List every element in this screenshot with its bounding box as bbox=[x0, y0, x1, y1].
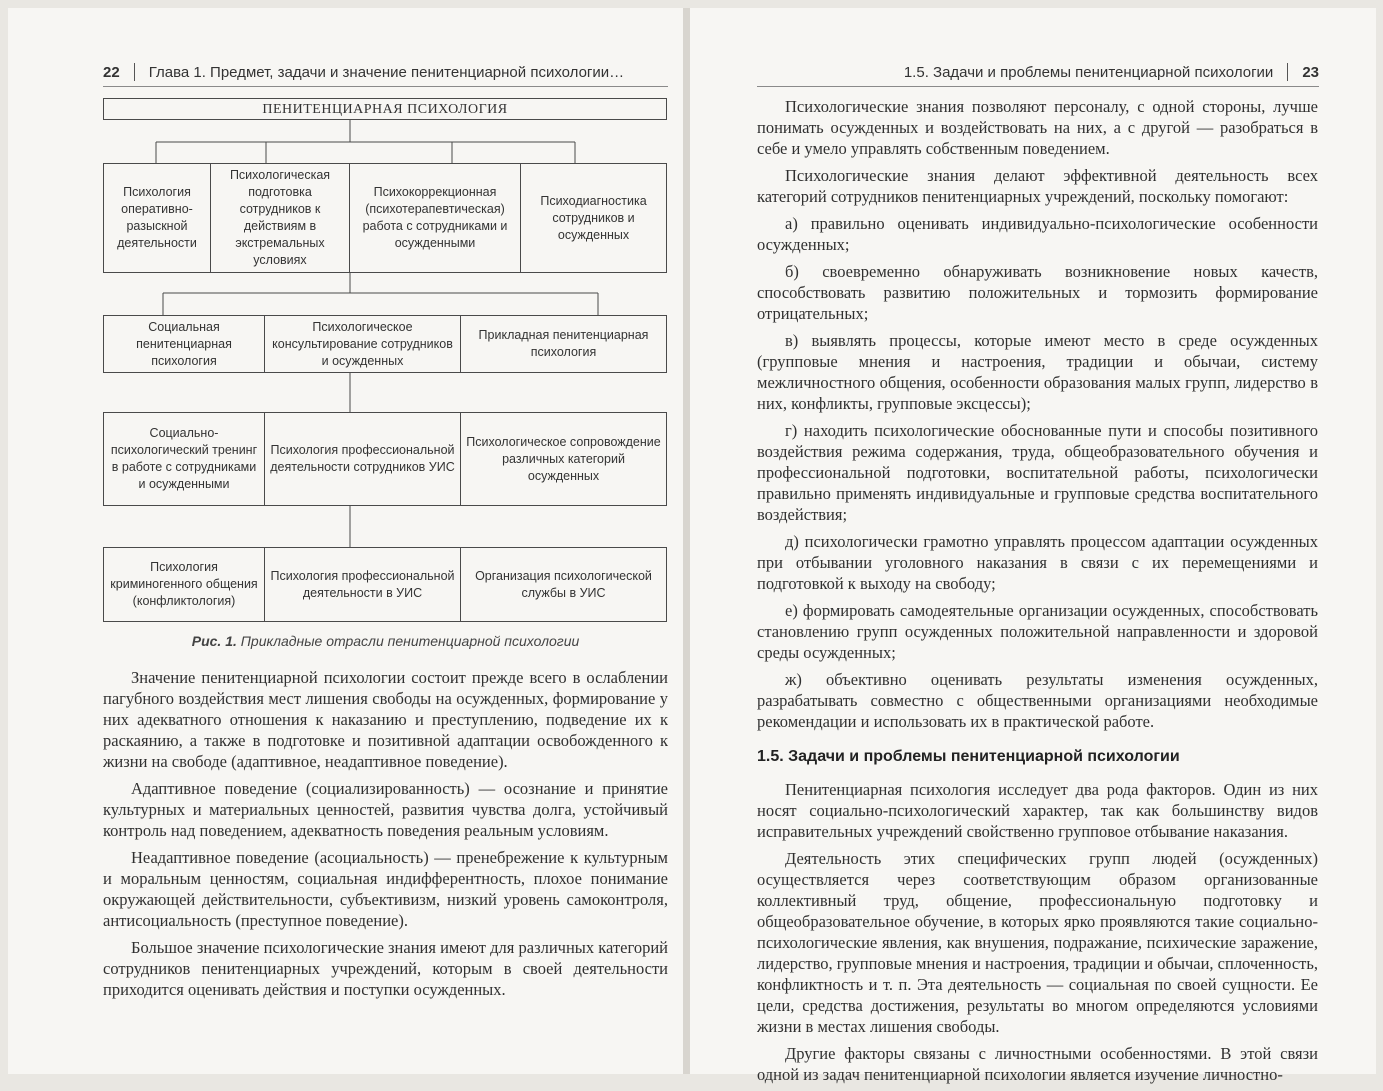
left-page bbox=[8, 8, 683, 1074]
row2-box-3: Прикладная пенитенциарная психология bbox=[460, 315, 667, 373]
list-item: г) находить психологические обоснованные пути и способы позитивного воздействия режима содержания, труда, общеобразовательного обучения и профессиональной подготовки, воспитательной работы, психологически правильно применять индивидуальные и групповые средства воспитательного воздействия; bbox=[757, 421, 1318, 524]
row4-box-3: Организация психологической службы в УИС bbox=[460, 547, 667, 622]
row4-box-1: Психология криминогенного общения (конфликтология) bbox=[103, 547, 265, 622]
paragraph: Другие факторы связаны с личностными особенностями. В этой связи одной из задач пенитенциарной психологии является изучение личностно- bbox=[757, 1044, 1318, 1084]
paragraph: Значение пенитенциарной психологии состоит прежде всего в ослаблении пагубного воздействия мест лишения свободы на осужденных, формирование у них адекватного отношения к наказанию и преступлению, подведение их к раскаянию, а также в подготовке и позитивной адаптации освобожденного к жизни на свободе (адаптивное, неадаптивное поведение). bbox=[103, 668, 668, 771]
paragraph: Неадаптивное поведение (асоциальность) — пренебрежение к культурным и моральным ценностям, социальная индифферентность, плохое понимание окружающей действительности, субъективизм, низкий уровень самоконтроля, антисоциальность (преступное поведение). bbox=[103, 848, 668, 930]
paragraph: Деятельность этих специфических групп людей (осужденных) осуществляется через соответствующим образом организованные коллективный труд, общение, профессиональную подготовку и общеобразовательное обучение, в которых ярко проявляются такие социально-психологические явления, как внушения, подражание, психические заражение, лидерство, групповые мнения и настроения, традиции и обычаи, сплоченность, конфликтность и т. п. Эта деятельность — социальная по своей сущности. Ее цели, средства достижения, результаты во многом определяются условиями жизни в местах лишения свободы. bbox=[757, 849, 1318, 1036]
row1-box-4: Психодиагностика сотрудников и осужденных bbox=[520, 163, 667, 273]
right-running-header bbox=[757, 58, 1319, 87]
right-running-head: 1.5. Задачи и проблемы пенитенциарной психологии bbox=[903, 63, 1274, 81]
paragraph: Большое значение психологические знания имеют для различных категорий сотрудников пенитенциарных учреждений, которым в своей деятельности приходится оценивать действия и поступки осужденных. bbox=[103, 938, 668, 999]
figure-caption-label: Рис. 1. bbox=[191, 633, 237, 649]
paragraph: Пенитенциарная психология исследует два рода факторов. Один из них носят социально-психологический характер, так как большинству видов исправительных учреждений свойственно групповое отбывание наказания. bbox=[757, 780, 1318, 841]
paragraph: Психологические знания делают эффективной деятельность всех категорий сотрудников пенитенциарных учреждений, поскольку помогают: bbox=[757, 166, 1318, 206]
left-body-text bbox=[103, 667, 668, 1006]
paragraph: Психологические знания позволяют персоналу, с одной стороны, лучше понимать осужденных и воздействовать на них, а с другой — разобраться в себе и умело управлять собственным поведением. bbox=[757, 97, 1318, 158]
list-item: ж) объективно оценивать результаты изменения осужденных, разрабатывать совместно с общественными организациями необходимые рекомендации и использовать их в практической работе. bbox=[757, 670, 1318, 731]
row2-box-2: Психологическое консультирование сотрудников и осужденных bbox=[264, 315, 461, 373]
right-page bbox=[690, 8, 1376, 1084]
section-heading: 1.5. Задачи и проблемы пенитенциарной психологии bbox=[757, 748, 1180, 765]
figure-caption-text: Прикладные отрасли пенитенциарной психологии bbox=[240, 633, 580, 649]
row3-box-3: Психологическое сопровождение различных категорий осужденных bbox=[460, 412, 667, 506]
left-running-head: Глава 1. Предмет, задачи и значение пенитенциарной психологии… bbox=[148, 63, 625, 81]
branches-diagram bbox=[8, 8, 683, 648]
right-page-number: 23 bbox=[1302, 63, 1319, 81]
row1-box-3: Психокоррекционная (психотерапевтическая) работа с сотрудниками и осужденными bbox=[349, 163, 521, 273]
list-item: в) выявлять процессы, которые имеют место в среде осужденных (групповые мнения и настроения, традиции и обычаи, систему межличностного общения, особенности образования малых групп, лидерство в них, конфликты, групповые эксцессы); bbox=[757, 331, 1318, 413]
right-body-text bbox=[757, 96, 1318, 1091]
row3-box-2: Психология профессиональной деятельности сотрудников УИС bbox=[264, 412, 461, 506]
row1-box-1: Психология оперативно-разыскной деятельности bbox=[103, 163, 211, 273]
row2-box-1: Социальная пенитенциарная психология bbox=[103, 315, 265, 373]
row3-box-1: Социально-психологический тренинг в работе с сотрудниками и осужденными bbox=[103, 412, 265, 506]
paragraph: Адаптивное поведение (социализированность) — осознание и принятие культурных и материальных ценностей, развития чувства долга, устойчивый контроль над поведением, адекватность поведения реальным условиям. bbox=[103, 779, 668, 840]
figure-caption bbox=[103, 633, 668, 649]
book-gutter bbox=[683, 8, 690, 1074]
list-item: д) психологически грамотно управлять процессом адаптации осужденных при отбывании уголовного наказания в связи с их перемещениями и подготовкой к выходу на свободу; bbox=[757, 532, 1318, 593]
list-item: б) своевременно обнаруживать возникновение новых качеств, способствовать развитию положительных и тормозить формирование отрицательных; bbox=[757, 262, 1318, 323]
row4-box-2: Психология профессиональной деятельности в УИС bbox=[264, 547, 461, 622]
left-page-number: 22 bbox=[103, 63, 120, 81]
row1-box-2: Психологическая подготовка сотрудников к действиям в экстремальных условиях bbox=[210, 163, 350, 273]
header-separator bbox=[1287, 63, 1288, 81]
list-item: е) формировать самодеятельные организации осужденных, способствовать становлению групп осужденных положительной направленности и здоровой среды осужденных; bbox=[757, 601, 1318, 662]
list-item: а) правильно оценивать индивидуально-психологические особенности осужденных; bbox=[757, 214, 1318, 254]
diagram-root-box: ПЕНИТЕНЦИАРНАЯ ПСИХОЛОГИЯ bbox=[103, 98, 667, 120]
